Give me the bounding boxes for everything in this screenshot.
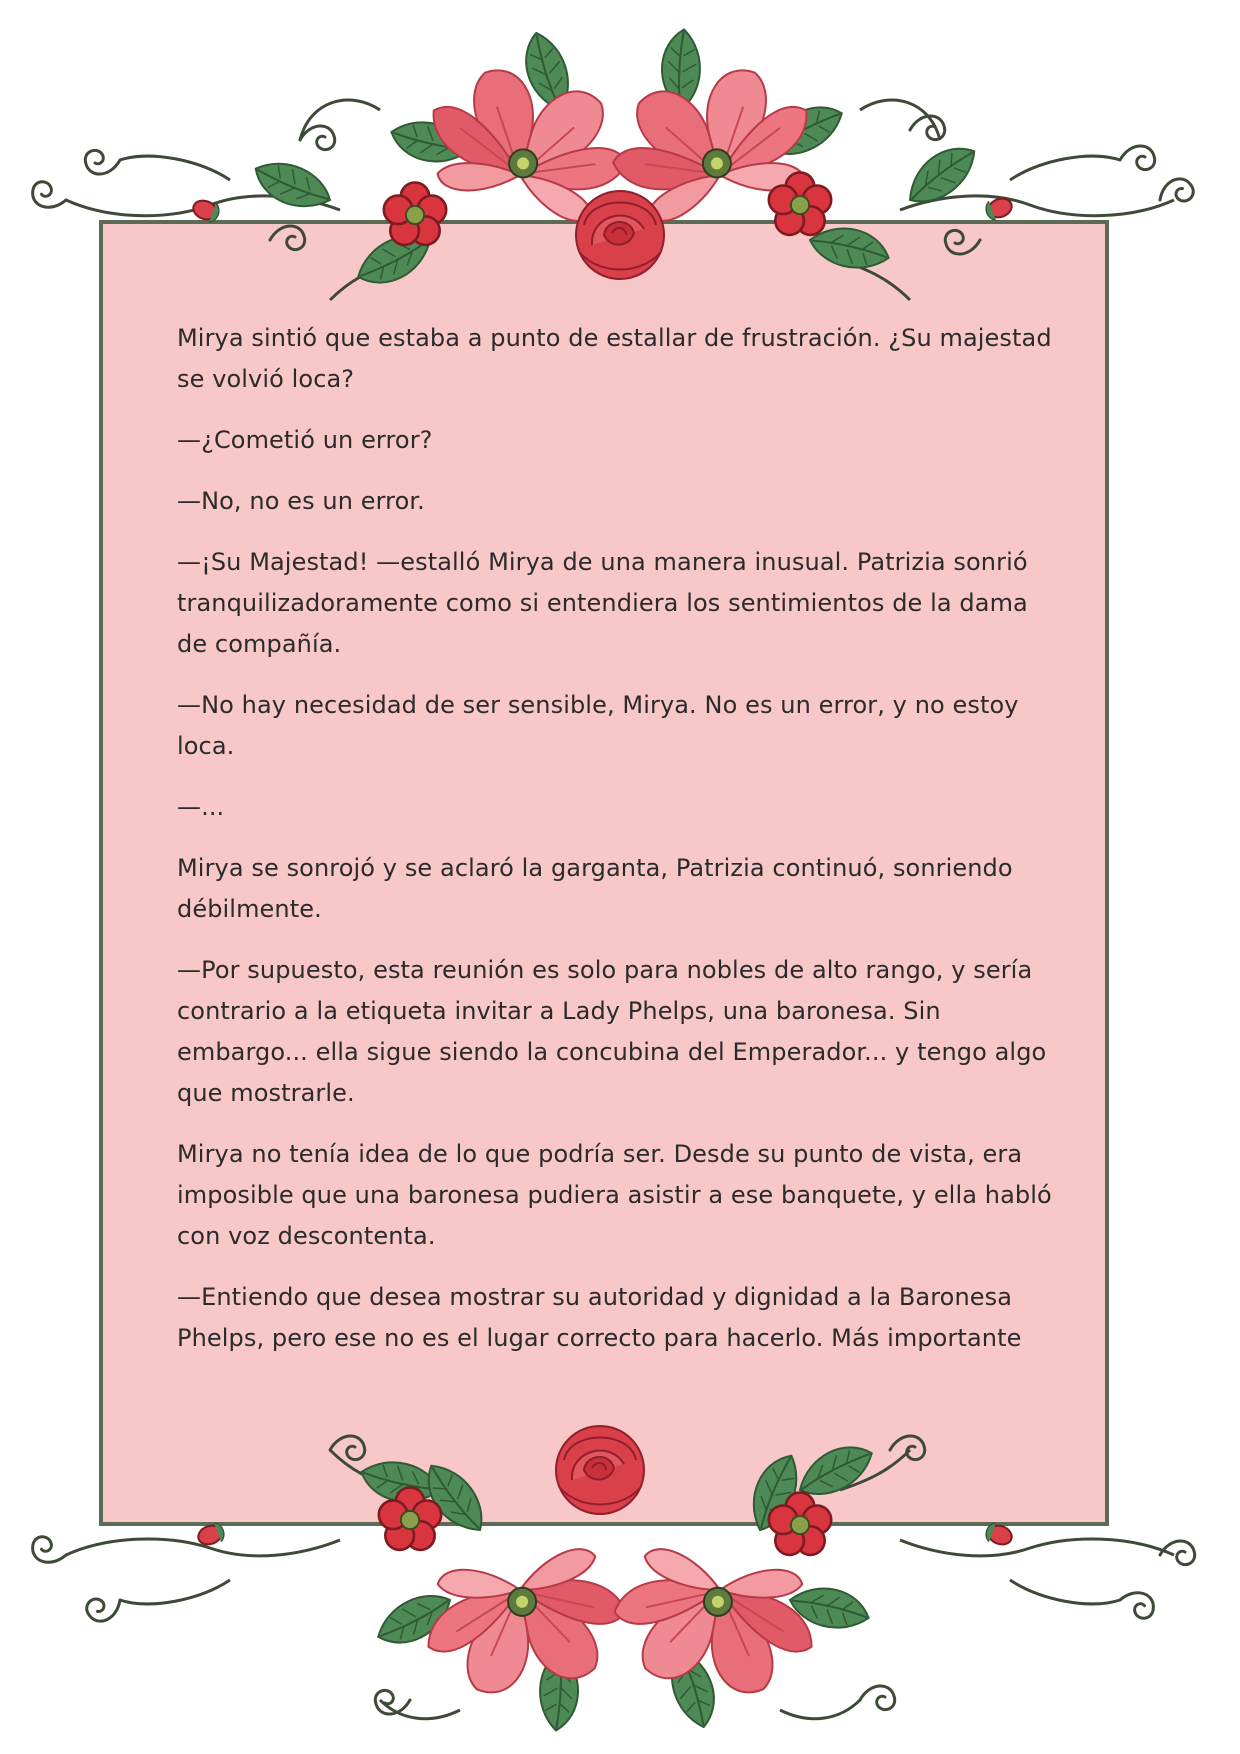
- paragraph: Mirya no tenía idea de lo que podría ser. Desde su punto de vista, era imposible que una baronesa pudiera asistir a ese banquete, y ella habló con voz descontenta.: [177, 1140, 1052, 1250]
- paragraph: —...: [177, 793, 225, 821]
- paragraph: —¿Cometió un error?: [177, 426, 433, 454]
- paragraph: Mirya se sonrojó y se aclaró la garganta, Patrizia continuó, sonriendo débilmente.: [177, 854, 1013, 923]
- paragraph: —Entiendo que desea mostrar su autoridad y dignidad a la Baronesa Phelps, pero ese no es el lugar correcto para hacerlo. Más importante: [177, 1283, 1022, 1352]
- paragraph: Mirya sintió que estaba a punto de estallar de frustración. ¿Su majestad se volvió loca?: [177, 324, 1052, 393]
- paragraph: —No hay necesidad de ser sensible, Mirya. No es un error, y no estoy loca.: [177, 691, 1019, 760]
- story-text: [177, 318, 1062, 1378]
- paragraph: —Por supuesto, esta reunión es solo para nobles de alto rango, y sería contrario a la etiqueta invitar a Lady Phelps, una baronesa. Sin embargo... ella sigue siendo la concubina del Emperador... y tengo algo que mostrarle.: [177, 956, 1047, 1107]
- paragraph: —¡Su Majestad! —estalló Mirya de una manera inusual. Patrizia sonrió tranquilizadoramente como si entendiera los sentimientos de la dama de compañía.: [177, 548, 1028, 658]
- paragraph: —No, no es un error.: [177, 487, 425, 515]
